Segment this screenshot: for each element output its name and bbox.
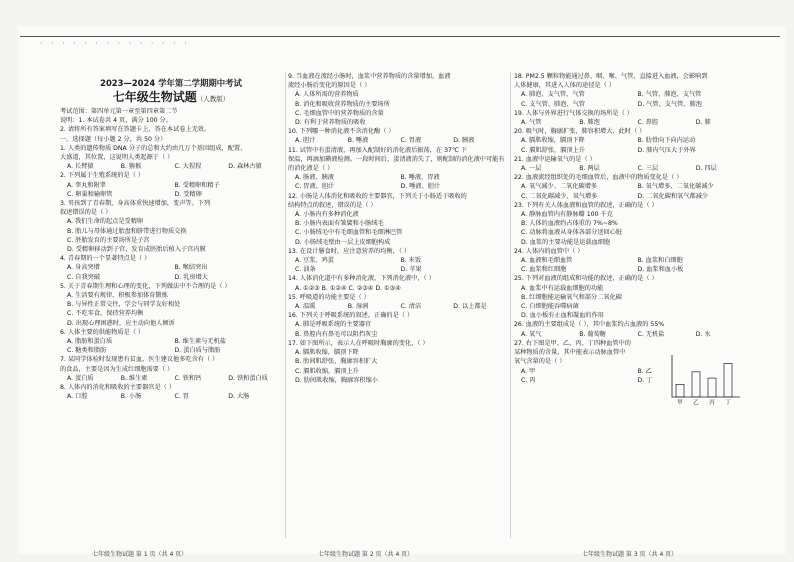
option: B. 肺泡 <box>579 119 600 127</box>
option: B. 维生素与无机盐 <box>174 338 226 346</box>
option: C. 糖类和脂肪 <box>67 347 107 355</box>
question-stem: 26. 血液的主要组成是（ ），其中血浆约占血液的 55% <box>514 321 665 329</box>
option: B. 血浆和白细胞 <box>637 257 683 265</box>
question <box>288 247 506 275</box>
exam-note: 说明：1. 本试卷共 4 页，满分 100 分。 <box>60 117 172 125</box>
column-separator <box>510 72 511 538</box>
option: B. 猕猴 <box>120 163 142 171</box>
question-stem: 10. 下列哪一种消化液不含消化酶（ ） <box>288 128 395 136</box>
option: B. 消化和吸收营养物质的主要场所 <box>295 100 390 108</box>
option-row <box>514 182 754 191</box>
question <box>288 293 506 311</box>
option: A. 睾丸和附睾 <box>67 181 106 189</box>
option-row <box>60 190 282 199</box>
question <box>288 72 506 127</box>
option: A. 气管 <box>521 119 542 127</box>
option: A. 肠液、胰液 <box>295 174 334 182</box>
option: C. 三层 <box>637 165 659 173</box>
option: A. 肺泡、支气管、气管 <box>521 91 585 99</box>
option: D. 有利于营养物质的吸收 <box>295 119 366 127</box>
option: A. 肺是呼吸系统的主要器官 <box>295 321 372 329</box>
question <box>60 171 282 199</box>
option: B. 鼻腔内有鼻毛可以阻挡灰尘 <box>295 330 378 338</box>
chart-axes <box>672 355 740 397</box>
question <box>60 144 282 172</box>
exam-note: 考试范围：第四单元第一章至第四章第二节 <box>60 108 178 115</box>
question-stem: 20. 吸气时，胸廓扩张，肺容积增大，此时（ ） <box>514 128 646 136</box>
option: C. 卵巢和输卵管 <box>67 190 113 198</box>
question-stem: 流经小肠后变化的原因是（ ） <box>288 82 371 90</box>
option: C. 小肠绒毛中有毛细血管和毛细淋巴管 <box>295 229 403 237</box>
option: D. 四层 <box>695 165 717 173</box>
option: A. 甲 <box>521 367 536 375</box>
page-footer-3: 七年级生物试题 第 3 页（共 4 页） <box>582 551 678 558</box>
column-separator <box>285 72 286 538</box>
tick-label: 丁 <box>725 399 731 406</box>
question-stem: 某种物质的含量，其中能表示动脉血管中 <box>514 349 626 357</box>
question <box>514 247 754 275</box>
question-stem: 9. 当血液在流经小肠时，血浆中营养物质的含量增加，血液 <box>288 73 451 80</box>
exam-note: 2. 请将所有答案填写在答题卡上，答在本试卷上无效。 <box>60 126 211 134</box>
question <box>514 72 754 109</box>
option: D. 受精卵 <box>174 190 202 198</box>
option-row <box>514 136 754 145</box>
option: B. 肋骨向下向内运动 <box>637 137 696 145</box>
question <box>60 355 282 383</box>
option: B. 湿润 <box>347 303 369 311</box>
option: C. 毛细血管中的营养物质的含量 <box>295 109 384 117</box>
option: B. 肋间肌舒张，胸廓容积扩大 <box>295 358 378 366</box>
question-stem: 12. 小肠是人体消化和吸收的主要器官，下列关于小肠适于吸收的 <box>288 192 467 200</box>
question-stem: 保温，再滴加碘液检测。一段时间后，蛋清液消失了，则配制的消化液中可能有 <box>288 155 505 163</box>
option: B. 唾液 <box>347 137 369 145</box>
option: B. 氧气增多、二氧化碳减少 <box>637 183 714 191</box>
question <box>60 282 282 328</box>
option: D. 丁 <box>637 376 653 384</box>
question <box>288 192 506 247</box>
option: B. 米饭 <box>400 257 422 265</box>
question-stem: 23. 下列有关人体血液和血管的叙述，正确的是（ ） <box>514 201 658 209</box>
option: C. 胚胎发育的主要场所是子宫 <box>67 236 150 244</box>
option: D. 二氧化碳和氧气都减少 <box>637 192 709 200</box>
option: C. 支气管、肺泡、气管 <box>521 100 585 108</box>
option: A. 血液和毛细血管 <box>521 257 573 265</box>
page-footer-2: 七年级生物试题 第 2 页（共 4 页） <box>318 551 414 558</box>
column-2 <box>288 72 506 540</box>
option-row <box>60 346 282 355</box>
option-row <box>514 192 754 201</box>
question-stem: 叙述错误的是（ ） <box>60 209 112 217</box>
exam-note: 一、选择题（每小题 2 分，共 50 分） <box>60 135 167 143</box>
option: C. 胃液、胆汁 <box>295 183 335 191</box>
subtitle-tag: （人教版） <box>196 95 230 103</box>
option: B. 葡萄糖 <box>579 330 606 338</box>
option: A. 口腔 <box>67 393 88 401</box>
question-stem: 2. 下列属于生殖系统的是（ ） <box>60 172 145 180</box>
option: A. 一层 <box>521 165 542 173</box>
question-stem: 4. 青春期的一个显著特点是（ ） <box>60 255 151 263</box>
question-stem: 的消化液是（ ） <box>288 165 334 173</box>
question-stem: 21. 血液中运输氧气的是（ ） <box>514 155 596 163</box>
option: A. 身高突增 <box>67 264 100 272</box>
option: D. 血浆的主要功能是运载血细胞 <box>521 238 611 246</box>
option: B. 与异性正常交往，学会与同学友好相处 <box>67 301 181 309</box>
option-row <box>514 330 754 339</box>
option-row <box>60 273 282 282</box>
option-row <box>288 182 506 191</box>
question <box>514 155 754 173</box>
question-list <box>60 144 282 402</box>
question <box>288 339 506 385</box>
option: A. 血浆中有运载血细胞的功能 <box>521 284 604 292</box>
option: D. 肺 <box>695 119 711 127</box>
bar-乙 <box>692 372 700 397</box>
option: D. 胰液 <box>453 137 475 145</box>
question-stem: 24. 人体内的血管中（ ） <box>514 247 584 255</box>
option: A. 膈肌收缩，膈顶下降 <box>295 349 359 357</box>
bar-甲 <box>676 384 684 397</box>
question-stem: 15. 呼吸道的功能主要是（ ） <box>288 293 370 301</box>
option-row <box>514 90 754 99</box>
question <box>514 320 754 338</box>
option: D. 唾液、胆汁 <box>400 183 441 191</box>
option-row <box>60 337 282 346</box>
option: A. 膈肌收缩，膈顶下降 <box>521 137 585 145</box>
exam-subtitle <box>60 89 282 107</box>
exam-title: 2023—2024 学年第二学期期中考试 <box>100 78 242 88</box>
option: A. 静脉血管内有静脉瓣 100 千克 <box>521 211 613 219</box>
bar-丙 <box>708 378 716 397</box>
option: A. 长臂猿 <box>67 163 94 171</box>
question-list <box>514 72 754 385</box>
option: A. 温暖 <box>295 303 316 311</box>
option-row <box>514 256 754 265</box>
option: D. 出现心理困惑时，应主动向他人倾诉 <box>67 319 175 327</box>
option: B. 胎儿与母体通过胎盘和脐带进行物质交换 <box>67 227 187 235</box>
question <box>60 383 282 401</box>
question-stem: 18. PM2.5 颗粒物能通过鼻、咽、喉、气管，直接进入血液，会影响到 <box>514 73 708 80</box>
option: B. 维生素 <box>120 374 148 382</box>
option: B. 喉结突出 <box>174 264 208 272</box>
column-3 <box>514 72 754 540</box>
option: A. ①②③ B. ①②④ C. ②③④ D. ①③④ <box>295 284 401 292</box>
option: A. 豆浆、鸡蛋 <box>295 257 334 265</box>
question-stem: 27. 右下图是甲、乙、丙、丁四种血管中的 <box>514 339 631 347</box>
option-row <box>60 162 282 171</box>
question <box>288 146 506 192</box>
option: C. 血浆和红细胞 <box>521 266 567 274</box>
option: C. 白细胞能吞噬病菌 <box>521 303 579 311</box>
question <box>60 328 282 356</box>
option: D. 苹果 <box>400 266 422 274</box>
option: B. 受精卵和精子 <box>174 181 220 189</box>
option: D. 气管、支气管、肺泡 <box>637 100 702 108</box>
option: D. 蛋白质与脂肪 <box>174 347 221 355</box>
option: B. 小肠 <box>120 393 142 401</box>
question-stem: 人体健康，其进入人体的途径是（ ） <box>514 82 615 90</box>
question <box>288 311 506 339</box>
page-footer-1: 七年级生物试题 第 1 页（共 4 页） <box>92 551 188 558</box>
question <box>288 274 506 292</box>
question-stem: 8. 人体内的消化和吸收的主要器官是（ ） <box>60 384 176 392</box>
option: C. 清洁 <box>400 303 422 311</box>
option: C. 胃 <box>174 393 189 401</box>
question-stem: 6. 人体主要的供能物质是（ ） <box>60 328 145 336</box>
option: C. 丙 <box>521 376 536 384</box>
question-stem: 1. 人类的遗传物质 DNA 分子的总和大约由几万个基因组成，配置、 <box>60 144 247 152</box>
option: D. 水 <box>695 330 711 338</box>
blood-vessel-chart <box>664 351 742 407</box>
option: C. 膈肌收缩，膈顶上升 <box>295 367 359 375</box>
option-row <box>288 302 506 311</box>
question <box>514 173 754 201</box>
option: B. 乙 <box>637 367 652 375</box>
option: D. 小肠绒毛壁由一层上皮细胞构成 <box>295 238 391 246</box>
option: D. 大肠 <box>228 393 250 401</box>
question-stem: 13. 在设计膳食时，应注意营养的均衡，（ ） <box>288 247 411 255</box>
option: B. 红细胞能运输氧气和部分二氧化碳 <box>521 293 622 301</box>
question <box>288 127 506 145</box>
option: C. 二氧化碳减少、氧气增多 <box>521 192 598 200</box>
column-1 <box>60 72 282 540</box>
option: A. 人体所需的营养物质 <box>295 91 359 99</box>
option: D. 肋间肌收缩，胸廓容积缩小 <box>295 376 378 384</box>
option-row <box>514 146 754 155</box>
question-stem: 19. 人体与外界进行气体交换的场所是（ ） <box>514 109 633 117</box>
option: C. 胃液 <box>400 137 422 145</box>
option: D. 受精卵移动到子宫，发育成胚胎后植入子宫内膜 <box>67 246 206 254</box>
option-row <box>60 374 282 383</box>
option: D. 森林古猿 <box>228 163 262 171</box>
option: D. 血小板有止血和凝血的作用 <box>521 312 604 320</box>
question-stem: 16. 下列关于呼吸系统的叙述，正确的是（ ） <box>288 312 414 320</box>
tick-label: 丙 <box>709 399 715 406</box>
question <box>60 199 282 254</box>
question-stem: 大盛道，其位置，这说明人类起源于（ ） <box>60 154 174 162</box>
option: C. 膈肌舒张，膈顶上升 <box>521 146 585 154</box>
question-list <box>288 72 506 385</box>
question-stem: 14. 人体消化道中有多种消化液，下列消化液中，（ ） <box>288 275 435 283</box>
bar-chart-svg <box>664 351 742 407</box>
option-row <box>288 136 506 145</box>
scan-dots: · · · · · · · · · · · · · · <box>40 39 190 48</box>
option: C. 不吃零食，保持营养均衡 <box>67 310 144 318</box>
question-stem: 25. 下列对血液的组成和功能的叙述，正确的是（ ） <box>514 275 658 283</box>
option: D. 以上都是 <box>453 303 487 311</box>
question-stem: 结构特点的叙述，错误的是（ ） <box>288 201 377 209</box>
option: C. 油条 <box>295 266 316 274</box>
bar-丁 <box>724 363 732 397</box>
option: A. 氧气 <box>521 330 542 338</box>
option: C. 铁和钙 <box>174 374 202 382</box>
option: D. 血浆和血小板 <box>637 266 684 274</box>
question <box>514 127 754 155</box>
question-stem: 7. 某同学体检时发现患有贫血，医生建议他多吃含有（ ） <box>60 356 219 364</box>
option-row <box>288 256 506 265</box>
option: D. 铁和蛋白质 <box>228 374 268 382</box>
option: C. 无机盐 <box>637 330 665 338</box>
option: A. 脂肪和蛋白质 <box>67 338 113 346</box>
option: A. 小肠内有多种消化液 <box>295 211 359 219</box>
option-row <box>514 265 754 274</box>
option: A. 氧气减少、二氧化碳增多 <box>521 183 598 191</box>
option: A. 蛋白质 <box>67 374 94 382</box>
question <box>514 109 754 127</box>
option: C. 自我突破 <box>67 273 101 281</box>
option: B. 唾液、胃液 <box>400 174 440 182</box>
option: B. 人体的血液约占体重的 7%~8% <box>521 220 618 228</box>
option: A. 胆汁 <box>295 137 316 145</box>
option: B. 气管、肺泡、支气管 <box>637 91 702 99</box>
option-row <box>514 118 754 127</box>
question-stem: 氧气含量的是（ ） <box>514 358 566 366</box>
option: C. 动脉将血液从身体各部分送回心脏 <box>521 229 623 237</box>
top-rule <box>20 36 780 37</box>
option: A. 生活要有规律，积极参加体育锻炼 <box>67 292 168 300</box>
option-row <box>514 100 754 109</box>
option: B. 小肠内表面有皱襞和小肠绒毛 <box>295 220 384 228</box>
option: A. 我们生命的起点是受精卵 <box>67 218 144 226</box>
option-row <box>60 392 282 401</box>
option-row <box>288 265 506 274</box>
option-row <box>60 181 282 190</box>
option-row <box>514 164 754 173</box>
question-stem: 11. 试管中有蛋清液，再加入配制好的消化液后振荡，在 37℃ 下 <box>288 146 468 154</box>
question-stem: 22. 血液流经组织处的毛细血管后，血液中的物质变化是（ ） <box>514 174 683 182</box>
option: D. 肺内气压大于外界 <box>637 146 696 154</box>
question-stem: 的食品，主要是因为生成红细胞需要（ ） <box>60 365 174 373</box>
option-row <box>288 173 506 182</box>
question <box>60 254 282 282</box>
question-stem: 5. 关于青春期生理和心理的变化，下列做法中不合理的是（ ） <box>60 282 231 290</box>
option: C. 鼻腔 <box>637 119 659 127</box>
option: D. 乳房增大 <box>174 273 208 281</box>
option: C. 大猩猩 <box>174 163 202 171</box>
question-stem: 3. 男孩到了青春期，身高体重快速增加，变声等。下列 <box>60 200 211 208</box>
tick-label: 甲 <box>677 399 683 406</box>
exam-notes <box>60 107 282 144</box>
question <box>514 274 754 320</box>
question <box>514 201 754 247</box>
subtitle-text: 七年级生物试题 <box>112 90 197 104</box>
option-row <box>60 263 282 272</box>
tick-label: 乙 <box>693 399 699 406</box>
option: B. 两层 <box>579 165 600 173</box>
question-stem: 17. 如下图所示，表示人在呼吸时胸廓的变化，（ ） <box>288 339 429 347</box>
